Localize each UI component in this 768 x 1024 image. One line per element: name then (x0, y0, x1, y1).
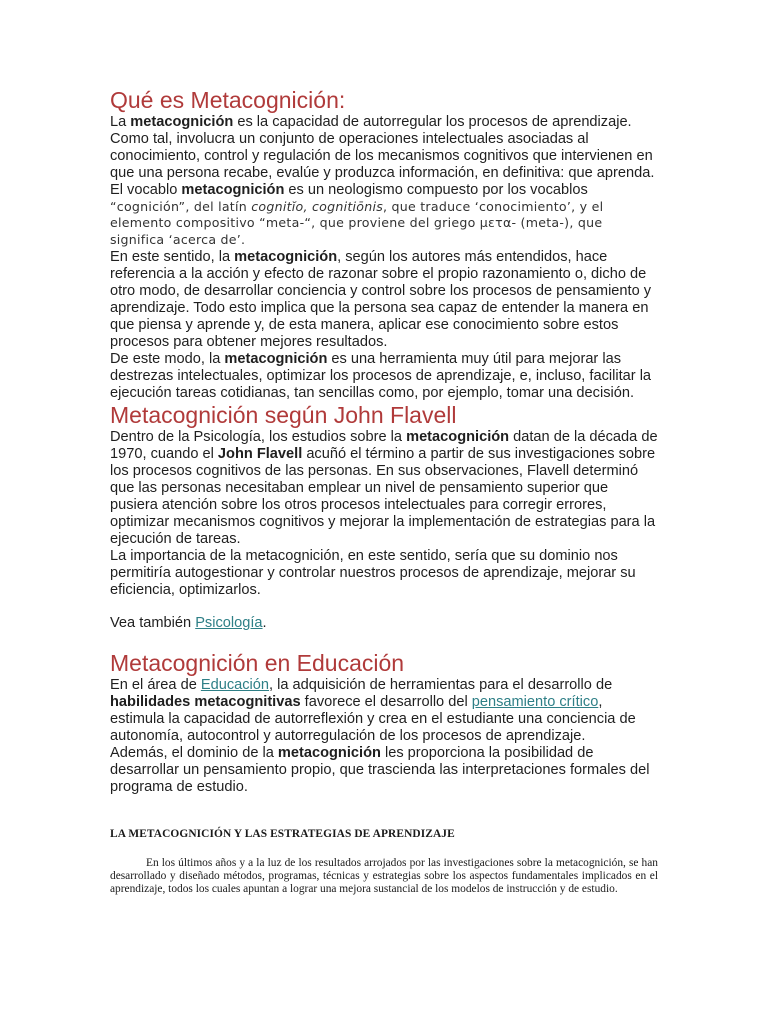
paragraph-see-also: Vea también Psicología. (110, 615, 267, 632)
latin-term: cognitĭo, cognitiōnis (251, 198, 384, 214)
bold-term: metacognición (406, 429, 510, 446)
heading-que-es-metacognicion: Qué es Metacognición: (110, 87, 346, 113)
spacer (110, 598, 660, 615)
paragraph-definition: La metacognición es la capacidad de autorregular los procesos de aprendizaje. Como tal, involucra un conjunto de operaciones intelectuales asociadas al conocimiento, control y regulación de los mecanismos cognitivos que intervienen en que una persona recabe, evalúe y produzca información, en definitiva: que aprenda. (110, 114, 655, 181)
bold-name: John Flavell (217, 446, 303, 463)
link-educacion[interactable]: Educación (200, 677, 270, 694)
spacer (110, 632, 660, 649)
link-psicologia[interactable]: Psicología (195, 615, 263, 632)
paragraph-educacion: En el área de Educación, la adquisición de herramientas para el desarrollo de habilidades metacognitivas favorece el desarrollo del pensamiento crítico, estimula la capacidad de autorreflexión y crea en el estudiante una conciencia de autonomía, autocontrol y autorregulación de los procesos de aprendizaje. (110, 677, 636, 745)
bold-term: habilidades metacognitivas (110, 694, 301, 711)
paragraph-flavell: Dentro de la Psicología, los estudios sobre la metacognición datan de la década de 1970, cuando el John Flavell acuñó el término a partir de sus investigaciones sobre los procesos cognitivos de las personas. En sus observaciones, Flavell determinó que las personas necesitaban emplear un nivel de pensamiento superior que pusiera atención sobre los otros procesos intelectuales para corregir errores, optimizar mecanismos cognitivos y mejorar la implementación de estrategias para la ejecución de tareas. (110, 429, 658, 547)
main-content (110, 86, 660, 796)
heading-john-flavell: Metacognición según John Flavell (110, 402, 457, 429)
paragraph-ademas: Además, el dominio de la metacognición les proporciona la posibilidad de desarrollar un pensamiento propio, que trascienda las interpretaciones formales del programa de estudio. (110, 745, 650, 795)
bold-term: metacognición (234, 249, 338, 266)
heading-estrategias: LA METACOGNICIÓN Y LAS ESTRATEGIAS DE APRENDIZAJE (110, 828, 455, 840)
paragraph-etymology: “cognición”, del latín cognitĭo, cognitiōnis, que traduce ‘conocimiento’, y el elemento compositivo “meta-“, que proviene del griego μετα- (meta-), que significa ‘acerca de’. (110, 198, 604, 248)
paragraph-herramienta: De este modo, la metacognición es una herramienta muy útil para mejorar las destrezas intelectuales, optimizar los procesos de aprendizaje, e, incluso, facilitar la ejecución tareas cotidianas, tan sencillas como, por ejemplo, tomar una decisión. (110, 350, 652, 401)
strategies-section (110, 828, 658, 896)
paragraph-importancia: La importancia de la metacognición, en este sentido, sería que su dominio nos permitiría autogestionar y controlar nuestros procesos de aprendizaje, mejorar su eficiencia, optimizarlos. (110, 547, 636, 598)
link-pensamiento-critico[interactable]: pensamiento crítico (471, 694, 599, 711)
paragraph-estrategias: En los últimos años y a la luz de los resultados arrojados por las investigaciones sobre la metacognición, se han desarrollado y diseñado métodos, programas, técnicas y estrategias sobre los aspectos fundamentales implicados en el aprendizaje, todos los cuales apuntan a lograr una mejora sustancial de los modelos de instrucción y de estudio. (110, 857, 658, 896)
bold-term: metacognición (277, 745, 381, 761)
paragraph-sentido: En este sentido, la metacognición, según los autores más entendidos, hace referencia a la acción y efecto de razonar sobre el propio razonamiento o, dicho de otro modo, de desarrollar conciencia y control sobre los procesos de pensamiento y aprendizaje. Todo esto implica que la persona sea capaz de entender la manera en que piensa y aprende y, de esta manera, aplicar ese conocimiento sobre estos procesos para obtener mejores resultados. (110, 249, 652, 350)
greek-term: μετα- (479, 215, 517, 231)
bold-term: metacognición (181, 181, 285, 198)
paragraph-vocablo: El vocablo metacognición es un neologismo compuesto por los vocablos (110, 181, 588, 198)
heading-educacion: Metacognición en Educación (110, 650, 405, 677)
bold-term: metacognición (224, 350, 328, 367)
bold-term: metacognición (130, 114, 234, 130)
